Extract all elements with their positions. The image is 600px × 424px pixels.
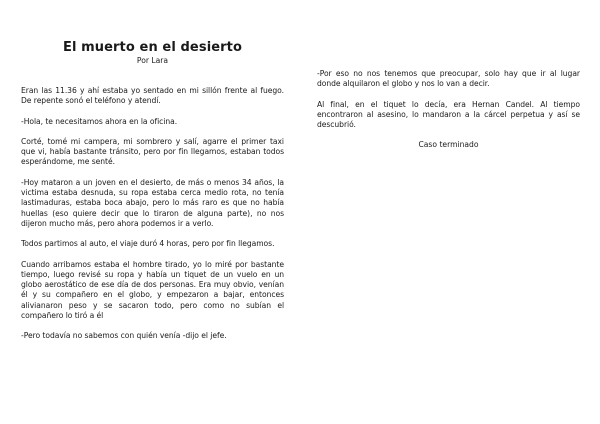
paragraph-4: -Hoy mataron a un joven en el desierto, de más o menos 34 años, la victima estaba desnuda, su ropa estaba cerca medio rota, no tenía lastimaduras, estaba boca abajo, pero lo más raro es que no había huellas (eso quiere decir que lo tiraron de alguna parte), no nos dijeron mucho más, pero ahora podemos ir a verlo. (21, 177, 284, 228)
author-byline: Por Lara (136, 56, 169, 65)
paragraph-6: Cuando arribamos estaba el hombre tirado, yo lo miré por bastante tiempo, luego revisé su ropa y había un tiquet de un vuelo en un globo aerostático de ese día de dos personas. Era muy obvio, venían él y su compañero en el globo, y empezaron a bajar, entonces alivianaron peso y se sacaron todo, pero como no subían el compañero lo tiró a él (21, 259, 284, 321)
paragraph-5: Todos partimos al auto, el viaje duró 4 horas, pero por fin llegamos. (21, 239, 275, 249)
left-column (21, 40, 284, 352)
paragraph-8: -Por eso no nos tenemos que preocupar, solo hay que ir al lugar donde alquilaron el globo y nos lo van a decir. (317, 69, 580, 89)
right-column (317, 69, 580, 150)
paragraph-9: Al final, en el tiquet lo decía, era Hernan Candel. Al tiempo encontraron al asesino, lo mandaron a la cárcel perpetua y así se descubrió. (317, 99, 580, 130)
paragraph-1: Eran las 11.36 y ahí estaba yo sentado en mi sillón frente al fuego. De repente sonó el teléfono y atendí. (21, 86, 284, 106)
paragraph-2: -Hola, te necesitamos ahora en la oficina. (21, 116, 178, 126)
story-title: El muerto en el desierto (62, 40, 243, 55)
paragraph-7: -Pero todavía no sabemos con quién venía -dijo el jefe. (21, 331, 227, 341)
paragraph-3: Corté, tomé mi campera, mi sombrero y salí, agarre el primer taxi que vi, había bastante tránsito, pero por fin llegamos, estaban todos esperándome, me senté. (21, 136, 284, 167)
closing-line: Caso terminado (418, 140, 479, 150)
